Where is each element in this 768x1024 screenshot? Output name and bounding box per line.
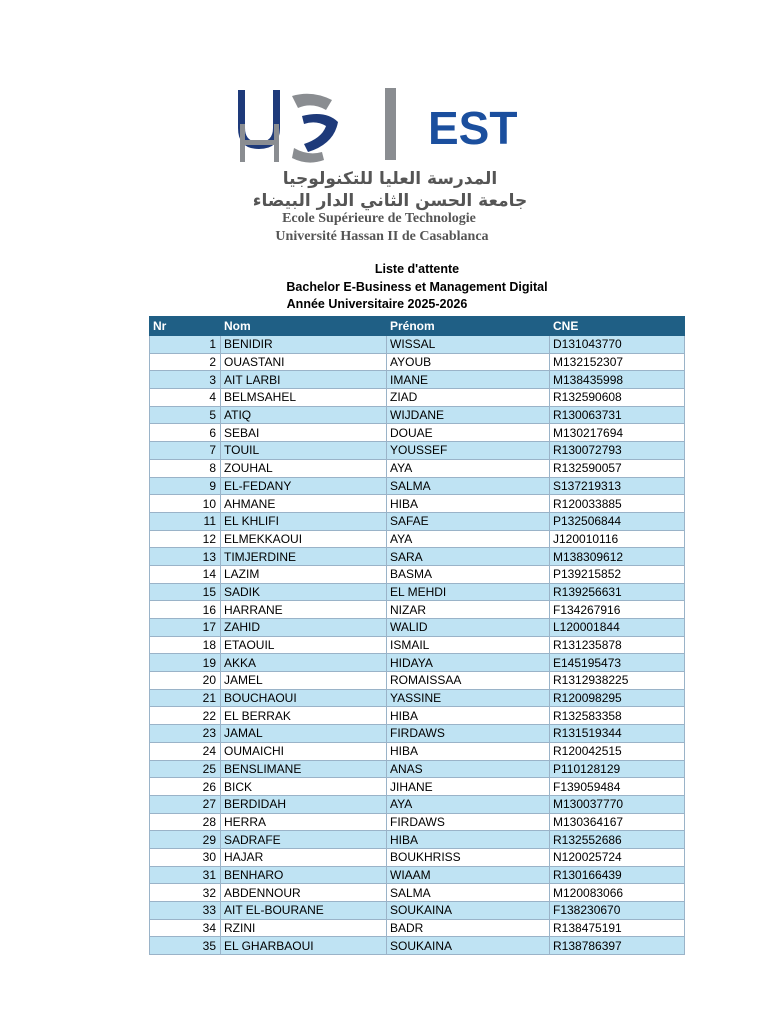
cell-prenom: HIBA (387, 707, 550, 725)
table-row (150, 495, 685, 513)
cell-prenom: SARA (387, 548, 550, 566)
cell-prenom: SAFAE (387, 512, 550, 530)
table-row (150, 530, 685, 548)
cell-cne: R130072793 (550, 442, 685, 460)
cell-nr: 31 (150, 866, 221, 884)
cell-prenom: IMANE (387, 371, 550, 389)
table-row (150, 548, 685, 566)
cell-prenom: ISMAIL (387, 636, 550, 654)
table-row (150, 512, 685, 530)
cell-prenom: ANAS (387, 760, 550, 778)
cell-nr: 30 (150, 848, 221, 866)
table-row (150, 601, 685, 619)
cell-prenom: WIJDANE (387, 406, 550, 424)
cell-nr: 16 (150, 601, 221, 619)
cell-nr: 21 (150, 689, 221, 707)
cell-nom: BICK (221, 778, 387, 796)
cell-cne: R130166439 (550, 866, 685, 884)
table-row (150, 672, 685, 690)
table-row (150, 831, 685, 849)
cell-nom: ATIQ (221, 406, 387, 424)
cell-prenom: FIRDAWS (387, 725, 550, 743)
cell-nr: 32 (150, 884, 221, 902)
cell-nom: SADIK (221, 583, 387, 601)
cell-cne: M120083066 (550, 884, 685, 902)
logo-arabic-line2: جامعة الحسن الثاني الدار البيضاء (252, 191, 528, 211)
table-row (150, 459, 685, 477)
table-row (150, 866, 685, 884)
cell-cne: R132583358 (550, 707, 685, 725)
cell-prenom: EL MEHDI (387, 583, 550, 601)
cell-nr: 28 (150, 813, 221, 831)
cell-nom: TOUIL (221, 442, 387, 460)
cell-prenom: HIBA (387, 495, 550, 513)
cell-nom: TIMJERDINE (221, 548, 387, 566)
cell-prenom: ROMAISSAA (387, 672, 550, 690)
cell-nom: EL BERRAK (221, 707, 387, 725)
cell-nom: LAZIM (221, 565, 387, 583)
table-row (150, 583, 685, 601)
cell-nom: AIT EL-BOURANE (221, 902, 387, 920)
cell-cne: N120025724 (550, 848, 685, 866)
table-row (150, 353, 685, 371)
column-header-nr: Nr (150, 317, 221, 336)
table-row (150, 884, 685, 902)
logo-glyph-top (292, 94, 332, 110)
cell-prenom: HIDAYA (387, 654, 550, 672)
table-row (150, 778, 685, 796)
cell-cne: J120010116 (550, 530, 685, 548)
cell-nom: ELMEKKAOUI (221, 530, 387, 548)
table-row (150, 937, 685, 955)
cell-prenom: JIHANE (387, 778, 550, 796)
cell-nom: BERDIDAH (221, 795, 387, 813)
cell-nr: 22 (150, 707, 221, 725)
logo-separator (385, 88, 396, 160)
cell-prenom: HIBA (387, 831, 550, 849)
cell-nom: ETAOUIL (221, 636, 387, 654)
cell-nom: ZAHID (221, 619, 387, 637)
cell-cne: D131043770 (550, 336, 685, 354)
cell-nr: 25 (150, 760, 221, 778)
logo-french-line2: Université Hassan II de Casablanca (275, 229, 489, 244)
cell-nom: EL GHARBAOUI (221, 937, 387, 955)
est-logo-graphic (232, 86, 544, 246)
cell-nom: ABDENNOUR (221, 884, 387, 902)
cell-nr: 5 (150, 406, 221, 424)
cell-cne: R120042515 (550, 742, 685, 760)
cell-prenom: WALID (387, 619, 550, 637)
table-header-row (150, 317, 685, 336)
logo-est-text: EST (428, 102, 518, 154)
table-row (150, 902, 685, 920)
cell-prenom: AYOUB (387, 353, 550, 371)
cell-nr: 15 (150, 583, 221, 601)
column-header-prenom: Prénom (387, 317, 550, 336)
cell-nr: 12 (150, 530, 221, 548)
list-title: Liste d'attente (374, 262, 460, 276)
cell-cne: R138475191 (550, 919, 685, 937)
cell-nr: 13 (150, 548, 221, 566)
cell-nom: BOUCHAOUI (221, 689, 387, 707)
cell-nom: JAMAL (221, 725, 387, 743)
cell-nr: 35 (150, 937, 221, 955)
table-row (150, 371, 685, 389)
cell-prenom: BOUKHRISS (387, 848, 550, 866)
cell-cne: R131235878 (550, 636, 685, 654)
cell-nr: 23 (150, 725, 221, 743)
cell-nom: SEBAI (221, 424, 387, 442)
table-row (150, 636, 685, 654)
cell-nom: SADRAFE (221, 831, 387, 849)
cell-prenom: SALMA (387, 477, 550, 495)
cell-prenom: AYA (387, 530, 550, 548)
cell-prenom: SOUKAINA (387, 937, 550, 955)
cell-prenom: FIRDAWS (387, 813, 550, 831)
cell-prenom: WIAAM (387, 866, 550, 884)
cell-cne: L120001844 (550, 619, 685, 637)
cell-prenom: WISSAL (387, 336, 550, 354)
cell-nom: AHMANE (221, 495, 387, 513)
cell-nr: 8 (150, 459, 221, 477)
cell-nr: 24 (150, 742, 221, 760)
cell-cne: R132590608 (550, 389, 685, 407)
cell-nom: HAJAR (221, 848, 387, 866)
cell-nr: 20 (150, 672, 221, 690)
table-row (150, 565, 685, 583)
cell-cne: R120033885 (550, 495, 685, 513)
cell-nom: BENIDIR (221, 336, 387, 354)
cell-nr: 34 (150, 919, 221, 937)
academic-year: Année Universitaire 2025-2026 (286, 297, 468, 312)
cell-cne: R130063731 (550, 406, 685, 424)
table-row (150, 795, 685, 813)
cell-cne: F134267916 (550, 601, 685, 619)
cell-nr: 4 (150, 389, 221, 407)
cell-prenom: BADR (387, 919, 550, 937)
cell-nom: OUMAICHI (221, 742, 387, 760)
cell-nom: BENHARO (221, 866, 387, 884)
cell-nr: 26 (150, 778, 221, 796)
table-row (150, 406, 685, 424)
cell-cne: P132506844 (550, 512, 685, 530)
table-row (150, 477, 685, 495)
cell-cne: R120098295 (550, 689, 685, 707)
cell-prenom: DOUAE (387, 424, 550, 442)
cell-nr: 18 (150, 636, 221, 654)
cell-cne: R131519344 (550, 725, 685, 743)
cell-nr: 6 (150, 424, 221, 442)
cell-nom: BENSLIMANE (221, 760, 387, 778)
table-row (150, 424, 685, 442)
cell-nom: HERRA (221, 813, 387, 831)
cell-cne: R138786397 (550, 937, 685, 955)
cell-nom: AIT LARBI (221, 371, 387, 389)
logo-arabic-line1: المدرسة العليا للتكنولوجيا (282, 169, 498, 189)
cell-prenom: NIZAR (387, 601, 550, 619)
cell-prenom: SOUKAINA (387, 902, 550, 920)
cell-prenom: AYA (387, 459, 550, 477)
table-row (150, 619, 685, 637)
program-name: Bachelor E-Business et Management Digital (286, 279, 548, 294)
cell-nom: RZINI (221, 919, 387, 937)
logo-h-bar (240, 140, 279, 145)
cell-nr: 7 (150, 442, 221, 460)
cell-cne: E145195473 (550, 654, 685, 672)
table-row (150, 725, 685, 743)
cell-nr: 3 (150, 371, 221, 389)
table-row (150, 848, 685, 866)
cell-cne: M130217694 (550, 424, 685, 442)
cell-cne: R132552686 (550, 831, 685, 849)
cell-prenom: SALMA (387, 884, 550, 902)
cell-nom: AKKA (221, 654, 387, 672)
cell-cne: R132590057 (550, 459, 685, 477)
cell-nr: 11 (150, 512, 221, 530)
cell-cne: M132152307 (550, 353, 685, 371)
table-row (150, 919, 685, 937)
cell-cne: M138309612 (550, 548, 685, 566)
cell-prenom: YOUSSEF (387, 442, 550, 460)
table-row (150, 707, 685, 725)
cell-nom: EL-FEDANY (221, 477, 387, 495)
cell-cne: P110128129 (550, 760, 685, 778)
cell-nr: 19 (150, 654, 221, 672)
cell-cne: R1312938225 (550, 672, 685, 690)
table-row (150, 760, 685, 778)
cell-nom: BELMSAHEL (221, 389, 387, 407)
cell-cne: F139059484 (550, 778, 685, 796)
cell-prenom: HIBA (387, 742, 550, 760)
cell-nr: 27 (150, 795, 221, 813)
cell-nr: 9 (150, 477, 221, 495)
cell-cne: M130037770 (550, 795, 685, 813)
cell-nr: 2 (150, 353, 221, 371)
document-heading (150, 261, 684, 314)
cell-nom: EL KHLIFI (221, 512, 387, 530)
table-row (150, 336, 685, 354)
table-row (150, 813, 685, 831)
cell-nr: 1 (150, 336, 221, 354)
cell-nom: HARRANE (221, 601, 387, 619)
cell-nr: 29 (150, 831, 221, 849)
cell-cne: R139256631 (550, 583, 685, 601)
cell-prenom: YASSINE (387, 689, 550, 707)
table-row (150, 742, 685, 760)
cell-nom: JAMEL (221, 672, 387, 690)
cell-nom: ZOUHAL (221, 459, 387, 477)
cell-prenom: ZIAD (387, 389, 550, 407)
logo-glyph-mid (302, 114, 338, 152)
cell-cne: F138230670 (550, 902, 685, 920)
logo-french-line1: Ecole Supérieure de Technologie (282, 211, 476, 226)
table-row (150, 654, 685, 672)
cell-nr: 17 (150, 619, 221, 637)
cell-nr: 33 (150, 902, 221, 920)
cell-prenom: BASMA (387, 565, 550, 583)
cell-nr: 10 (150, 495, 221, 513)
cell-cne: P139215852 (550, 565, 685, 583)
cell-cne: M138435998 (550, 371, 685, 389)
cell-nr: 14 (150, 565, 221, 583)
cell-cne: M130364167 (550, 813, 685, 831)
table-row (150, 389, 685, 407)
cell-cne: S137219313 (550, 477, 685, 495)
column-header-nom: Nom (221, 317, 387, 336)
waiting-list-table (149, 316, 685, 955)
table-row (150, 442, 685, 460)
cell-prenom: AYA (387, 795, 550, 813)
table-row (150, 689, 685, 707)
university-logo (232, 86, 544, 246)
cell-nom: OUASTANI (221, 353, 387, 371)
column-header-cne: CNE (550, 317, 685, 336)
